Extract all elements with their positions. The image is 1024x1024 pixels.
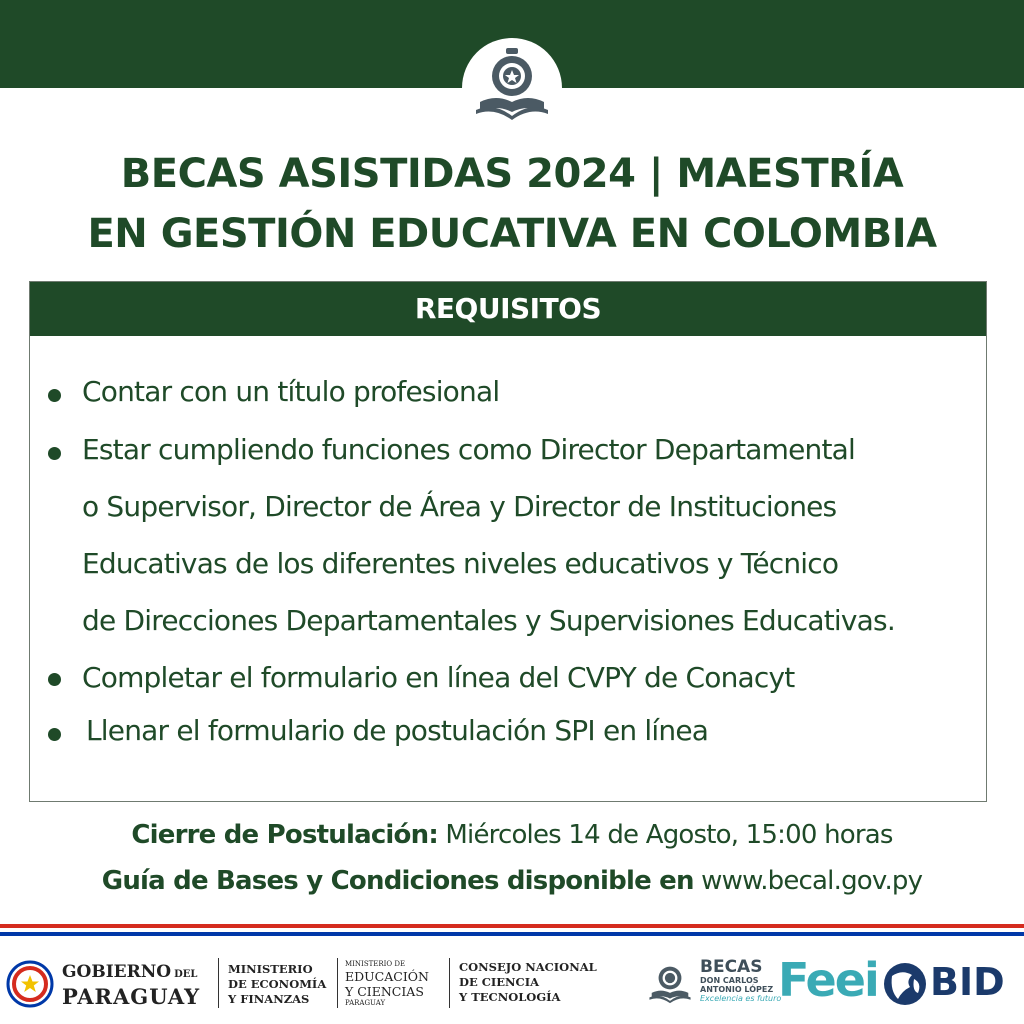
guide-line xyxy=(0,866,1024,896)
becal-book-icon xyxy=(470,40,554,126)
mec-logo-text: MINISTERIO DE EDUCACIÓN Y CIENCIAS PARAGUAY xyxy=(345,960,429,1007)
deadline-value: Miércoles 14 de Agosto, 15:00 horas xyxy=(437,820,893,850)
becas-logo-icon xyxy=(646,956,694,1008)
bullet-icon xyxy=(48,389,61,402)
requirements-heading: REQUISITOS xyxy=(30,282,986,336)
paraguay-seal-icon xyxy=(6,960,54,1008)
requirement-2-line-4: de Direcciones Departamentales y Supervisiones Educativas. xyxy=(82,604,895,637)
requirement-3: Completar el formulario en línea del CVPY de Conacyt xyxy=(82,661,795,694)
bullet-icon xyxy=(48,673,61,686)
conacyt-logo-text: CONSEJO NACIONAL DE CIENCIA Y TECNOLOGÍA xyxy=(459,960,597,1004)
requirement-2-line-2: o Supervisor, Director de Área y Director de Instituciones xyxy=(82,490,837,523)
gobierno-logo-text: GOBIERNO DEL PARAGUAY xyxy=(62,962,201,1009)
deadline-label: Cierre de Postulación: xyxy=(131,820,438,850)
logo-divider xyxy=(449,958,450,1008)
requirement-2-line-3: Educativas de los diferentes niveles educativos y Técnico xyxy=(82,547,839,580)
requirement-2-line-1: Estar cumpliendo funciones como Director Departamental xyxy=(82,433,856,466)
bullet-icon xyxy=(48,728,61,741)
mef-logo-text: MINISTERIO DE ECONOMÍA Y FINANZAS xyxy=(228,962,327,1006)
feei-logo: Feei xyxy=(778,953,878,1007)
requirement-4: Llenar el formulario de postulación SPI en línea xyxy=(86,714,709,747)
logo-divider xyxy=(218,958,219,1008)
flag-stripe-blue xyxy=(0,932,1024,936)
requirements-box xyxy=(29,281,987,802)
logo-divider xyxy=(337,958,338,1008)
guide-url[interactable]: www.becal.gov.py xyxy=(693,866,923,896)
guide-label: Guía de Bases y Condiciones disponible en xyxy=(101,866,694,896)
title-line-2: EN GESTIÓN EDUCATIVA EN COLOMBIA xyxy=(87,211,937,257)
requirement-1: Contar con un título profesional xyxy=(82,375,500,408)
page-title xyxy=(0,144,1024,264)
bullet-icon xyxy=(48,447,61,460)
becas-logo-text: BECAS DON CARLOS ANTONIO LÓPEZ Excelencia es futuro xyxy=(700,957,782,1003)
deadline-line xyxy=(0,820,1024,850)
bid-globe-icon xyxy=(882,961,928,1007)
bid-logo-text: BID xyxy=(930,960,1005,1004)
title-line-1: BECAS ASISTIDAS 2024 | MAESTRÍA xyxy=(120,151,904,197)
